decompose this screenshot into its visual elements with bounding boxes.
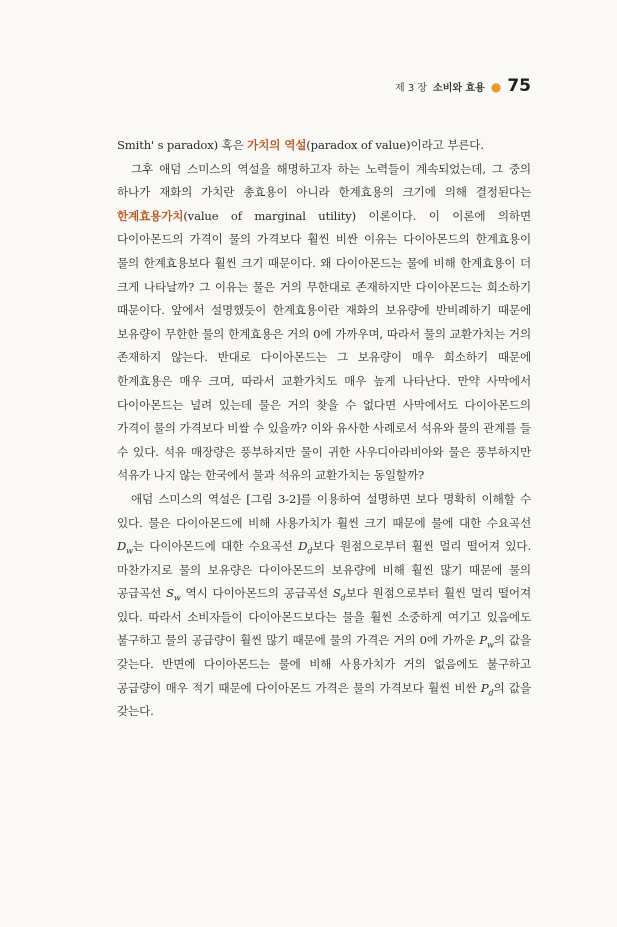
text-run: 의 값을 갖는다.	[117, 680, 532, 719]
text-run: (value of marginal utility) 이론이다. 이 이론에 의하면 다이아몬드의 가격이 물의 가격보다 훨씬 비싼 이유는 다이아몬드의 한계효용이 물의 한계효용보다 훨씬 크기 때문이다. 왜 다이아몬드는 물에 비해 한계효용이 더 크게 나타날까? 그 이유는 물은 거의 무한대로 존재하지만 다이아몬드는 희소하기 때문이다. 앞에서 설명했듯이 한계효용이란 재화의 보유량에 반비례하기 때문에 보유량이 무한한 물의 한계효용은 거의 0에 가까우며, 따라서 물의 교환가치는 거의 존재하지 않는다. 반대로 다이아몬드는 그 보유량이 매우 희소하기 때문에 한계효용은 매우 크며, 따라서 교환가치도 매우 높게 나타난다. 만약 사막에서 다이아몬드는 널려 있는데 물은 거의 찾을 수 없다면 사막에서도 다이아몬드의 가격이 물의 가격보다 비쌀 수 있을까? 이와 유사한 사례로서 석유와 물의 관계를 들 수 있다. 석유 매장량은 풍부하지만 물이 귀한 사우디아라비아와 물은 풍부하지만 석유가 나지 않는 한국에서 물과 석유의 교환가치는 동일할까?	[117, 208, 531, 483]
math-symbol: S	[332, 586, 341, 601]
math-symbol: D	[298, 539, 308, 554]
subscript: d	[307, 546, 313, 556]
subscript: d	[340, 593, 346, 603]
text-run: Smith' s paradox) 혹은	[117, 138, 248, 152]
math-symbol: D	[117, 539, 127, 554]
running-header	[395, 76, 531, 96]
bullet-dot-icon: ●	[490, 80, 502, 94]
text-run: 는 다이아몬드에 대한 수요곡선	[132, 539, 299, 554]
paragraph	[117, 158, 531, 488]
paragraph	[117, 488, 531, 724]
body-text	[117, 134, 531, 724]
subscript: w	[486, 640, 494, 650]
text-run: 보다 원점으로부터 훨씬 멀리 떨어져 있다. 따라서 소비자들이 다이아몬드보다는 물을 훨씬 소중하게 여기고 있음에도 불구하고 물의 공급량이 훨씬 많기 때문에 물의 가격은 거의 0에 가까운	[117, 586, 531, 648]
text-run: 보다 원점으로부터 훨씬 멀리 떨어져 있다. 마찬가지로 물의 보유량은 다이아몬드의 보유량에 비해 훨씬 많기 때문에 물의 공급곡선	[117, 539, 531, 601]
subscript: w	[126, 546, 133, 556]
math-symbol: S	[166, 586, 174, 601]
paragraph	[117, 134, 531, 158]
subscript: d	[488, 687, 494, 697]
text-run: 애덤 스미스의 역설은 [그림 3-2]를 이용하여 설명하면 보다 명확히 이해할 수 있다. 물은 다이아몬드에 비해 사용가치가 훨씬 크기 때문에 물에 대한 수요곡선	[117, 491, 531, 530]
chapter-title: 소비와 효용	[433, 83, 485, 94]
text-run: 그후 애덤 스미스의 역설을 해명하고자 하는 노력들이 계속되었는데, 그 중의 하나가 재화의 가치란 총효용이 아니라 한계효용의 크기에 의해 결정된다는	[117, 161, 531, 200]
page-number: 75	[507, 76, 531, 96]
chapter-label: 제 3 장	[395, 83, 428, 94]
subscript: w	[173, 593, 181, 603]
text-run: 의 값을 갖는다. 반면에 다이아몬드는 물에 비해 사용가치가 거의 없음에도 불구하고 공급량이 매우 적기 때문에 다이아몬드 가격은 물의 가격보다 훨씬 비싼	[117, 633, 531, 695]
math-symbol: P	[479, 633, 487, 648]
text-run: 역시 다이아몬드의 공급곡선	[180, 586, 333, 601]
key-term: 가치의 역설	[247, 138, 307, 152]
text-run: (paradox of value)이라고 부른다.	[306, 138, 484, 152]
math-symbol: P	[480, 680, 489, 695]
key-term: 한계효용가치	[117, 208, 184, 223]
